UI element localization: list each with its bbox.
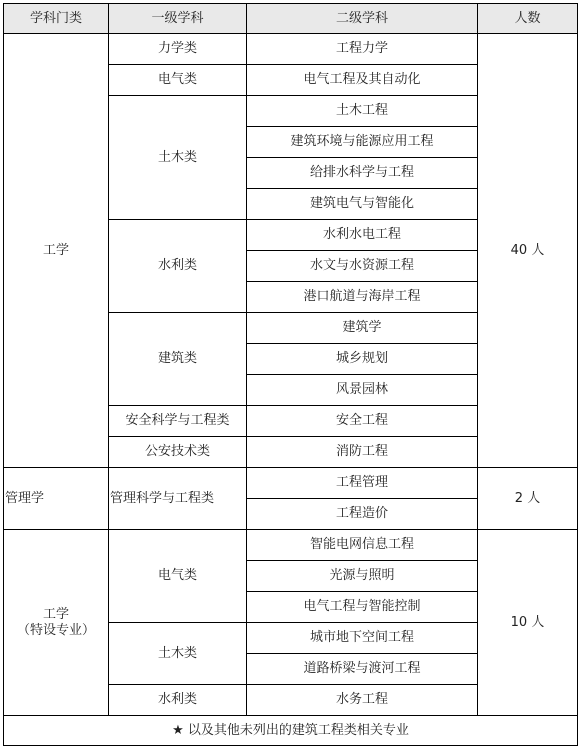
category-cell: 工学 bbox=[4, 34, 109, 468]
table-row bbox=[4, 468, 578, 499]
second-level-cell: 电气工程及其自动化 bbox=[247, 65, 478, 96]
first-level-cell: 水利类 bbox=[109, 685, 247, 716]
footer-row bbox=[4, 716, 578, 746]
second-level-cell: 港口航道与海岸工程 bbox=[247, 282, 478, 313]
second-level-cell: 水利水电工程 bbox=[247, 220, 478, 251]
discipline-table bbox=[3, 3, 578, 746]
table-row bbox=[4, 34, 578, 65]
table-container bbox=[3, 3, 578, 746]
second-level-cell: 土木工程 bbox=[247, 96, 478, 127]
table-row bbox=[4, 530, 578, 561]
divider bbox=[3, 745, 13, 751]
second-level-cell: 电气工程与智能控制 bbox=[247, 592, 478, 623]
header-count: 人数 bbox=[478, 4, 578, 34]
first-level-cell: 水利类 bbox=[109, 220, 247, 313]
second-level-cell: 建筑学 bbox=[247, 313, 478, 344]
header-second-level: 二级学科 bbox=[247, 4, 478, 34]
count-cell: 40 人 bbox=[478, 34, 578, 468]
category-note: （特设专业） bbox=[16, 622, 95, 638]
first-level-cell: 电气类 bbox=[109, 530, 247, 623]
first-level-cell: 电气类 bbox=[109, 65, 247, 96]
category-cell bbox=[4, 530, 109, 716]
second-level-cell: 风景园林 bbox=[247, 375, 478, 406]
second-level-cell: 光源与照明 bbox=[247, 561, 478, 592]
category-name: 工学 bbox=[42, 606, 69, 622]
second-level-cell: 工程管理 bbox=[247, 468, 478, 499]
second-level-cell: 工程造价 bbox=[247, 499, 478, 530]
second-level-cell: 消防工程 bbox=[247, 437, 478, 468]
first-level-cell: 建筑类 bbox=[109, 313, 247, 406]
first-level-cell: 土木类 bbox=[109, 623, 247, 685]
second-level-cell: 水文与水资源工程 bbox=[247, 251, 478, 282]
first-level-cell: 安全科学与工程类 bbox=[109, 406, 247, 437]
second-level-cell: 智能电网信息工程 bbox=[247, 530, 478, 561]
count-cell: 10 人 bbox=[478, 530, 578, 716]
second-level-cell: 城市地下空间工程 bbox=[247, 623, 478, 654]
second-level-cell: 安全工程 bbox=[247, 406, 478, 437]
second-level-cell: 给排水科学与工程 bbox=[247, 158, 478, 189]
second-level-cell: 道路桥梁与渡河工程 bbox=[247, 654, 478, 685]
second-level-cell: 建筑环境与能源应用工程 bbox=[247, 127, 478, 158]
second-level-cell: 水务工程 bbox=[247, 685, 478, 716]
first-level-cell: 管理科学与工程类 bbox=[109, 468, 247, 530]
first-level-cell: 土木类 bbox=[109, 96, 247, 220]
header-row bbox=[4, 4, 578, 34]
category-cell: 管理学 bbox=[4, 468, 109, 530]
second-level-cell: 建筑电气与智能化 bbox=[247, 189, 478, 220]
footer-note: ★ 以及其他未列出的建筑工程类相关专业 bbox=[4, 716, 578, 746]
count-cell: 2 人 bbox=[478, 468, 578, 530]
second-level-cell: 工程力学 bbox=[247, 34, 478, 65]
first-level-cell: 公安技术类 bbox=[109, 437, 247, 468]
first-level-cell: 力学类 bbox=[109, 34, 247, 65]
second-level-cell: 城乡规划 bbox=[247, 344, 478, 375]
header-category: 学科门类 bbox=[4, 4, 109, 34]
header-first-level: 一级学科 bbox=[109, 4, 247, 34]
